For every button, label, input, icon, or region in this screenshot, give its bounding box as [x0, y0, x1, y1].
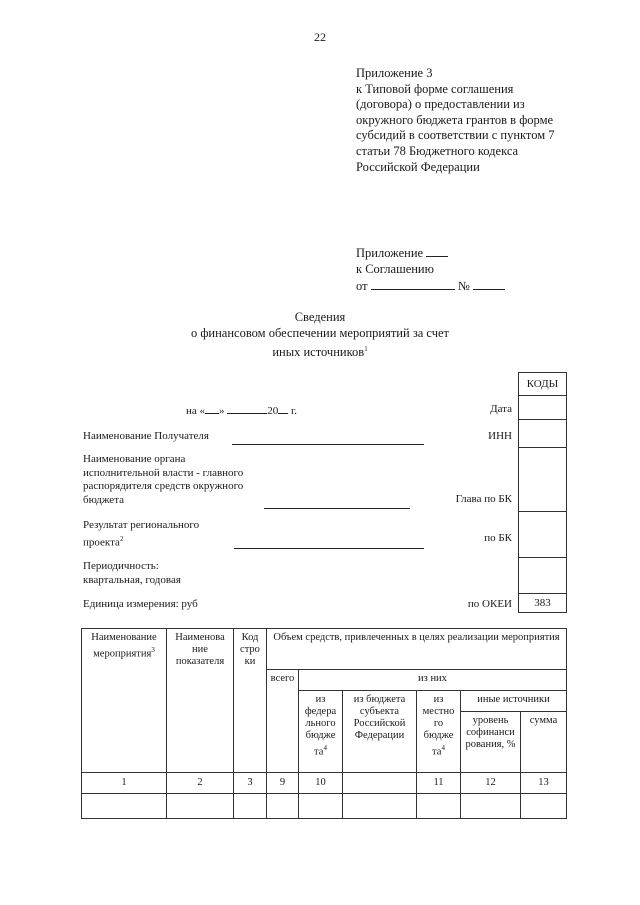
appendix-line: к Типовой форме соглашения: [356, 81, 514, 96]
column-number: 11: [417, 773, 461, 794]
appendix-line: (договора) о предоставлении из: [356, 97, 525, 112]
table-cell[interactable]: [417, 794, 461, 819]
column-number: 13: [521, 773, 567, 794]
by-bk-label: по БК: [484, 532, 512, 544]
header-event: Наименование мероприятия$^3$: [82, 629, 167, 773]
agreement-number-sign: №: [457, 279, 470, 294]
project-line[interactable]: [234, 548, 424, 549]
agreement-reference: [356, 244, 505, 295]
code-bk-cell[interactable]: [519, 511, 566, 557]
header-federal: из федера льного бюдже $та^4$: [299, 691, 343, 773]
financing-table: [81, 628, 567, 819]
table-cell[interactable]: [461, 794, 521, 819]
agreement-appendix-label: Приложение: [356, 246, 424, 260]
column-number: [343, 773, 417, 794]
codes-header: КОДЫ: [526, 378, 559, 390]
column-number: 1: [82, 773, 167, 794]
unit-label: Единица измерения: руб: [83, 598, 198, 610]
header-level: уровень софинанси рования, %: [461, 712, 521, 773]
footnote-mark: 2: [119, 534, 124, 543]
code-blank-cell: [519, 557, 566, 593]
appendix-number-blank[interactable]: [426, 244, 448, 257]
column-number: 9: [267, 773, 299, 794]
authority-line[interactable]: [264, 508, 410, 509]
header-subject: из бюджета субъекта Российской Федерации: [343, 691, 417, 773]
project-label: Результат регионального проекта$^2$: [83, 519, 200, 549]
periodicity: Периодичность: квартальная, годовая: [83, 560, 181, 586]
inn-label: ИНН: [488, 430, 512, 442]
header-total: всего: [267, 670, 299, 773]
header-other: иные источники: [461, 691, 567, 712]
document-title: [0, 309, 640, 360]
table-cell[interactable]: [82, 794, 167, 819]
agreement-date-blank[interactable]: [371, 277, 455, 290]
column-numbers-row: [82, 773, 567, 794]
report-date: на « » 20 г.: [186, 405, 298, 417]
header-local: из местно го бюдже $та^4$: [417, 691, 461, 773]
codes-box: [518, 372, 567, 613]
day-blank[interactable]: [205, 403, 219, 414]
footnote-mark: 1: [364, 345, 368, 353]
column-number: 12: [461, 773, 521, 794]
authority-label: Наименование органа исполнительной власти - главного распорядителя средств окружного бюджета: [83, 453, 244, 506]
appendix-line: статьи 78 Бюджетного кодекса: [356, 143, 519, 158]
page-number: 22: [314, 30, 326, 44]
header-sum: сумма: [521, 712, 567, 773]
header-indicator: Наименова ние показателя: [167, 629, 234, 773]
month-blank[interactable]: [227, 403, 267, 414]
table-row[interactable]: [82, 794, 567, 819]
title-line: Сведения: [294, 310, 346, 324]
appendix-line: субсидий в соответствии с пунктом 7: [356, 128, 555, 143]
header-of-them: из них: [299, 670, 567, 691]
year-blank[interactable]: [278, 403, 288, 414]
table-cell[interactable]: [167, 794, 234, 819]
header-volume: Объем средств, привлеченных в целях реализации мероприятия: [267, 629, 567, 670]
title-line: иных источников: [272, 345, 365, 360]
code-inn-cell[interactable]: [519, 419, 566, 447]
date-code-label: Дата: [490, 403, 512, 415]
recipient-line[interactable]: [232, 444, 424, 445]
recipient-label: Наименование Получателя: [83, 430, 209, 442]
table-cell[interactable]: [267, 794, 299, 819]
agreement-from-label: от: [356, 279, 368, 294]
header-row-code: Код стро ки: [234, 629, 267, 773]
okei-label: по ОКЕИ: [467, 598, 512, 610]
code-date-cell[interactable]: [519, 395, 566, 419]
agreement-label: к Соглашению: [356, 261, 434, 276]
table-cell[interactable]: [299, 794, 343, 819]
appendix-line: Приложение 3: [356, 66, 433, 80]
appendix-reference: [356, 66, 555, 175]
head-bk-label: Глава по БК: [455, 493, 512, 505]
column-number: 3: [234, 773, 267, 794]
table-cell[interactable]: [521, 794, 567, 819]
code-okei-cell: 383: [519, 593, 566, 612]
table-cell[interactable]: [234, 794, 267, 819]
appendix-line: окружного бюджета грантов в форме: [356, 112, 554, 127]
title-line: о финансовом обеспечении мероприятий за счет: [190, 326, 450, 340]
agreement-number-blank[interactable]: [473, 277, 505, 290]
column-number: 10: [299, 773, 343, 794]
code-head-bk-cell[interactable]: [519, 447, 566, 511]
column-number: 2: [167, 773, 234, 794]
appendix-line: Российской Федерации: [356, 159, 480, 174]
table-cell[interactable]: [343, 794, 417, 819]
